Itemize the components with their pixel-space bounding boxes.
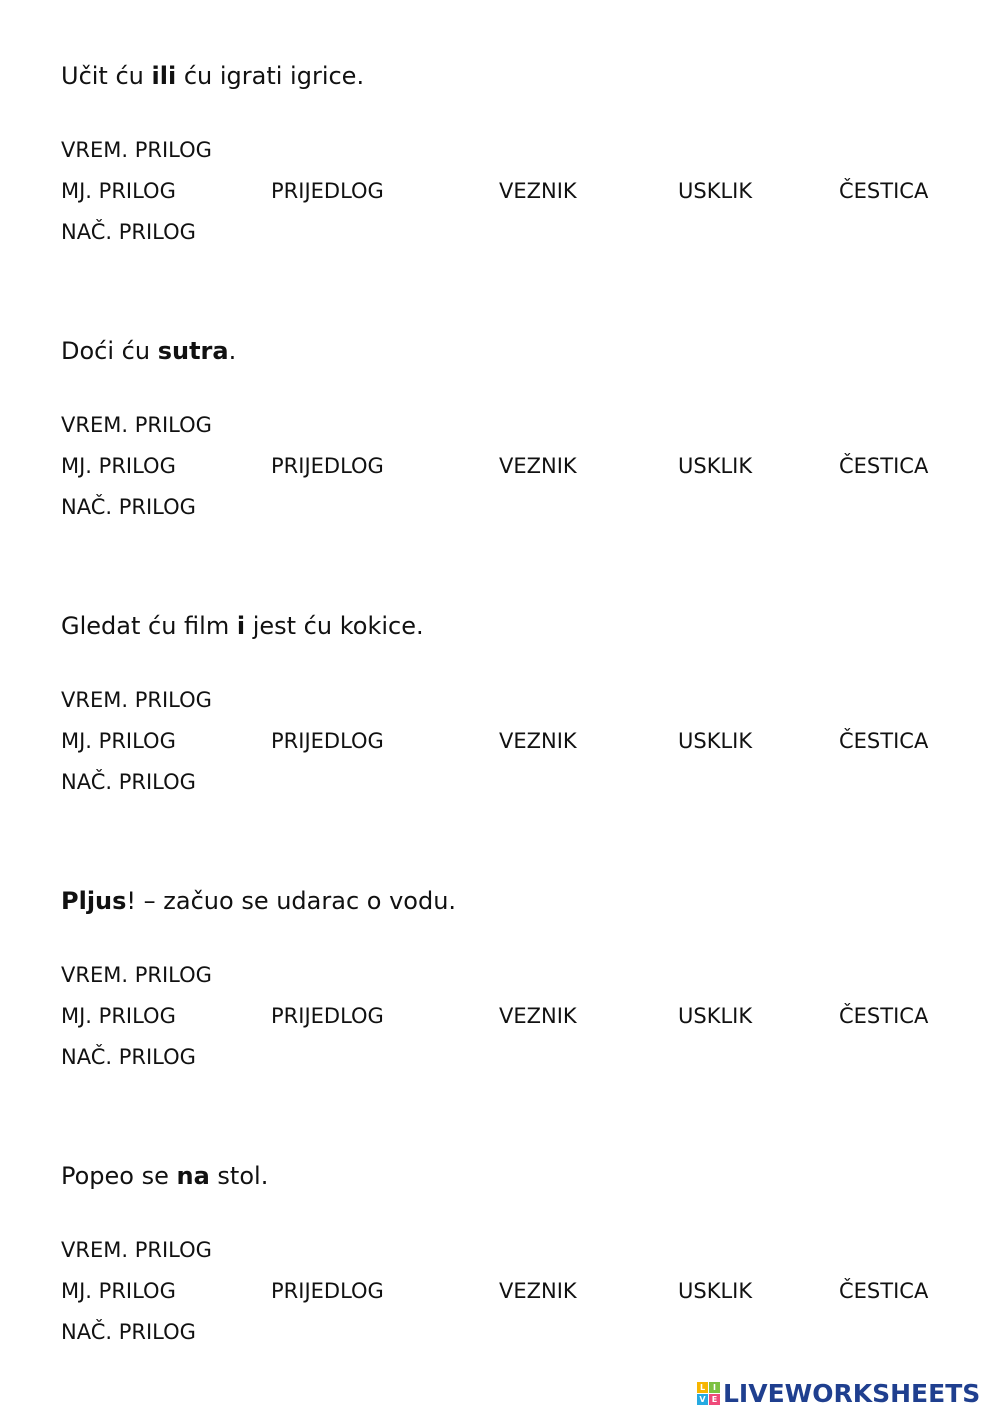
option-mj-prilog[interactable]: MJ. PRILOG [61,1279,176,1303]
option-prijedlog[interactable]: PRIJEDLOG [271,454,384,478]
option-cestica[interactable]: ČESTICA [839,454,929,478]
option-mj-prilog[interactable]: MJ. PRILOG [61,179,176,203]
option-usklik[interactable]: USKLIK [678,179,753,203]
sentence-1 [61,61,364,91]
option-vrem-prilog[interactable]: VREM. PRILOG [61,963,212,987]
sentence-2 [61,336,236,366]
option-usklik[interactable]: USKLIK [678,454,753,478]
option-prijedlog[interactable]: PRIJEDLOG [271,1279,384,1303]
option-usklik[interactable]: USKLIK [678,729,753,753]
sentence-4-target-word: Pljus [61,887,127,915]
liveworksheets-logo [697,1377,980,1409]
sentence-5 [61,1161,268,1191]
option-cestica[interactable]: ČESTICA [839,179,929,203]
option-vrem-prilog[interactable]: VREM. PRILOG [61,413,212,437]
option-vrem-prilog[interactable]: VREM. PRILOG [61,138,212,162]
option-veznik[interactable]: VEZNIK [499,454,577,478]
option-nac-prilog[interactable]: NAČ. PRILOG [61,770,196,794]
sentence-2-before: Doći ću [61,337,158,365]
logo-text: LIVEWORKSHEETS [723,1378,981,1408]
logo-cell-4: E [709,1394,720,1405]
sentence-1-after: ću igrati igrice. [176,62,365,90]
logo-icon [697,1382,720,1405]
logo-cell-2: I [709,1382,720,1393]
option-mj-prilog[interactable]: MJ. PRILOG [61,454,176,478]
option-veznik[interactable]: VEZNIK [499,1004,577,1028]
sentence-5-before: Popeo se [61,1162,177,1190]
option-vrem-prilog[interactable]: VREM. PRILOG [61,688,212,712]
option-usklik[interactable]: USKLIK [678,1004,753,1028]
option-cestica[interactable]: ČESTICA [839,729,929,753]
sentence-5-target-word: na [176,1162,210,1190]
option-veznik[interactable]: VEZNIK [499,179,577,203]
option-usklik[interactable]: USKLIK [678,1279,753,1303]
option-cestica[interactable]: ČESTICA [839,1004,929,1028]
option-prijedlog[interactable]: PRIJEDLOG [271,729,384,753]
logo-cell-1: L [697,1382,708,1393]
option-nac-prilog[interactable]: NAČ. PRILOG [61,220,196,244]
option-veznik[interactable]: VEZNIK [499,729,577,753]
sentence-3-before: Gledat ću film [61,612,237,640]
option-mj-prilog[interactable]: MJ. PRILOG [61,729,176,753]
sentence-2-target-word: sutra [157,337,229,365]
sentence-1-before: Učit ću [61,62,152,90]
option-cestica[interactable]: ČESTICA [839,1279,929,1303]
option-prijedlog[interactable]: PRIJEDLOG [271,1004,384,1028]
sentence-4-after: ! – začuo se udarac o vodu. [126,887,457,915]
sentence-3-target-word: i [236,612,246,640]
option-nac-prilog[interactable]: NAČ. PRILOG [61,495,196,519]
option-vrem-prilog[interactable]: VREM. PRILOG [61,1238,212,1262]
sentence-1-target-word: ili [151,62,177,90]
sentence-3-after: jest ću kokice. [245,612,424,640]
sentence-2-after: . [228,337,237,365]
logo-cell-3: V [697,1394,708,1405]
option-nac-prilog[interactable]: NAČ. PRILOG [61,1045,196,1069]
option-veznik[interactable]: VEZNIK [499,1279,577,1303]
option-mj-prilog[interactable]: MJ. PRILOG [61,1004,176,1028]
option-nac-prilog[interactable]: NAČ. PRILOG [61,1320,196,1344]
sentence-5-after: stol. [209,1162,269,1190]
sentence-4 [61,886,456,916]
option-prijedlog[interactable]: PRIJEDLOG [271,179,384,203]
sentence-3 [61,611,424,641]
